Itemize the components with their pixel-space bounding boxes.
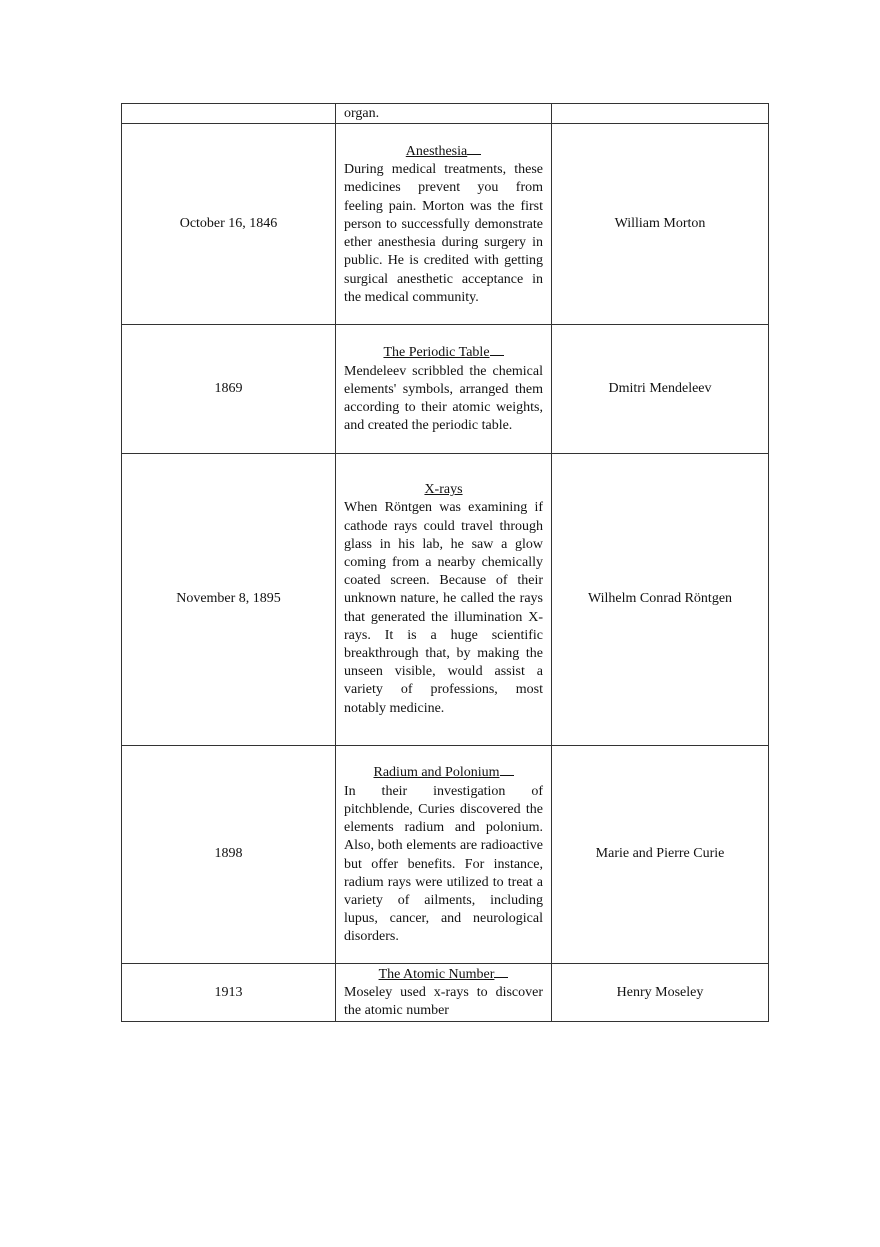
table-row [122,746,769,964]
person-cell: Wilhelm Conrad Röntgen [552,454,769,746]
person-cell [552,964,769,1022]
discovery-description: Moseley used x-rays to discover the atomic number [344,985,543,1019]
table-row [122,454,769,746]
discovery-description: When Röntgen was examining if cathode rays could travel through glass in his lab, he saw a glow coming from a nearby chemically coated screen. Because of their unknown nature, he called the rays that generated the illumination X-rays. It is a huge scientific breakthrough that, by making the unseen visible, would assist a variety of professions, most notably medicine. [344,500,543,716]
description-cell [336,104,552,124]
discovery-title: The Periodic Table [344,342,543,362]
date-text: 1913 [214,985,243,1001]
description-cell [336,964,552,1022]
table-row [122,124,769,325]
discoveries-table [121,103,769,1022]
discovery-title: Radium and Polonium [344,762,543,782]
person-text: Henry Moseley [616,985,704,1001]
date-cell [122,964,336,1022]
person-cell: William Morton [552,124,769,325]
date-cell [122,104,336,124]
discovery-description: Mendeleev scribbled the chemical elements' symbols, arranged them according to their atomic weights, and created the periodic table. [344,363,543,434]
discovery-description: During medical treatments, these medicines prevent you from feeling pain. Morton was the first person to successfully demonstrate ether anesthesia during surgery in public. He is credited with getting surgical anesthetic acceptance in the medical community. [344,162,543,305]
continued-text: organ. [344,105,380,121]
date-cell: 1869 [122,325,336,454]
date-cell: 1898 [122,746,336,964]
description-cell [336,124,552,325]
person-cell: Dmitri Mendeleev [552,325,769,454]
date-cell: November 8, 1895 [122,454,336,746]
description-cell [336,454,552,746]
discovery-title: X-rays [424,482,463,498]
table-row [122,325,769,454]
description-cell [336,746,552,964]
description-cell [336,325,552,454]
table-row [122,964,769,1022]
table-row-continued [122,104,769,124]
date-cell: October 16, 1846 [122,124,336,325]
discovery-title: Anesthesia [344,141,543,161]
person-cell: Marie and Pierre Curie [552,746,769,964]
discovery-title: The Atomic Number [344,964,543,984]
discovery-description: In their investigation of pitchblende, Curies discovered the elements radium and polonium. Also, both elements are radioactive but offer benefits. For instance, radium rays were utilized to treat a variety of ailments, including lupus, cancer, and neurological disorders. [344,783,543,945]
person-cell [552,104,769,124]
